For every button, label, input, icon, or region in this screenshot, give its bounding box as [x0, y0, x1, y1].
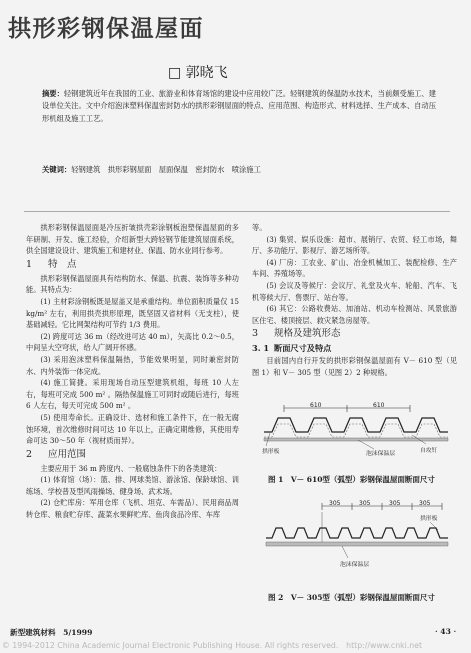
left-column	[26, 222, 239, 521]
figure-label: 泡沫保温层	[366, 451, 395, 457]
section-title: 规格及建筑形态	[274, 328, 341, 340]
section-title: 断面尺寸及特点	[274, 343, 332, 354]
figure-label: 泡沫保温层	[340, 562, 369, 568]
page-number: · 43 ·	[435, 627, 457, 636]
paragraph: 等。	[252, 223, 267, 232]
section-number: 3. 1	[252, 343, 270, 354]
figure-2-caption: 图 2 V－ 305型（弧型）彩钢保温屋面断面尺寸	[268, 593, 435, 602]
list-item: (3) 采用泡沫塑料保温隔热，节能效果明显，同时兼密封防水、内外装饰一体完成。	[26, 354, 239, 376]
figure-label: 拱形板	[262, 449, 280, 455]
section-1-heading	[26, 258, 239, 272]
figure-2-diagram	[262, 500, 452, 584]
list-item: (5) 使用寿命长。正确设计、选材和施工条件下，在一般无腐蚀环境，首次维修时间可达 10 年以上，正确定期维修，其使用寿命可达 30～50 年（视材质而异）。	[26, 412, 239, 446]
keywords-label: 关键词：	[42, 165, 72, 174]
intro-paragraph: 拱形彩钢保温屋面是冷压折皱拱壳彩涂钢板泡塑保温屋面的多年研制、开发、施工经验，介绍新型大跨轻钢节能建筑屋面系统，供全国建设设计、建筑施工和建材业、保温、防水业同行参考。	[26, 223, 239, 256]
list-item: (6) 其它：公路收费站、加油站、机动车检测站、风景旅游区住宅、楼顶接层、救灾紧急房屋等。	[252, 304, 457, 325]
list-item: (1) 体育馆（场）：篮、排、网球类馆、游泳馆、保龄球馆、训练场、学校普及型风雨操场、健身场、武术场。	[26, 475, 239, 496]
dimension-label: 305	[389, 500, 401, 507]
section-title: 特 点	[48, 258, 77, 270]
list-item: (2) 跨度可达 36 m（经改进可达 40 m），矢高比 0.2～0.5，中间呈大空穹状，给人广阔开怀感。	[26, 331, 239, 353]
subsection-3-1-heading	[252, 342, 457, 354]
dimension-label: 305	[419, 500, 431, 507]
author: □ 郭晓飞	[168, 65, 228, 81]
watermark: © 1994-2012 China Academic Journal Electronic Publishing House. All rights reserved. http://www.cnki.net	[2, 641, 423, 650]
list-item: (3) 集贸、娱乐设施：超市、展销厅、农贸、轻工市场，舞厅、多功能厅、影视厅、游艺场所等。	[252, 234, 457, 256]
section-number: 2	[26, 448, 33, 460]
section-3-heading	[252, 327, 457, 341]
keywords-text: 轻钢建筑 拱形彩钢屋面 屋面保温 密封防水 喷涂施工	[71, 165, 261, 174]
abstract-text: 轻钢建筑近年在我国的工业、旅游业和体育场馆的建设中应用较广泛。轻钢建筑的保温防水技术，当前颇受施工、建设单位关注。文中介绍泡沫塑料保温密封防水的拱形彩钢屋面的特点、应用范围、构造形式、材料选择、生产成本、自动压形机组及施工工艺。	[42, 89, 437, 123]
section-number: 3	[252, 328, 259, 340]
list-item: (4) 厂房：工农业、矿山、冶金机械加工、装配检修、生产车间、养殖场等。	[252, 257, 457, 279]
list-item: (1) 主材彩涂钢板既是屋盖又是承重结构。单位面积质量仅 15 kg/m² 左右，利用拱壳拱形原理，既坚固又省材料（无支柱），使基础减轻。它比网架结构可节约 1/3 费用。	[26, 296, 239, 330]
figure-label: 拱形板	[420, 516, 438, 522]
separator-rule	[24, 211, 450, 212]
dimension-label: 305	[329, 500, 341, 507]
dimension-label: 305	[359, 500, 371, 507]
figure-1-diagram	[262, 402, 452, 464]
dimension-label: 610	[310, 402, 322, 409]
journal-footer: 新型建筑材料 5/1999	[10, 628, 93, 637]
section-2-heading	[26, 448, 239, 462]
page-title: 拱形彩钢保温屋面	[8, 15, 204, 42]
right-column	[252, 222, 457, 379]
abstract	[42, 88, 440, 125]
figure-label: 自攻钉	[420, 448, 438, 454]
paragraph: 拱形彩钢保温屋面具有结构防水、保温、抗震、装饰等多种功能。其特点为：	[26, 273, 239, 295]
abstract-label: 摘要：	[42, 89, 64, 98]
keywords	[42, 164, 440, 176]
paragraph: 主要应用于 36 m 跨度内、一般腐蚀条件下的各类建筑：	[40, 463, 222, 473]
dimension-label: 610	[373, 402, 385, 409]
section-title: 应用范围	[48, 448, 87, 460]
paragraph: 目前国内自行开发的拱形彩钢保温屋面有 V－ 610 型（见图 1）和 V－ 305 型（见图 2）2 种规格。	[252, 356, 457, 377]
list-item: (4) 施工简捷。采用现场自动压型建筑机组，每班 10 人左右，每班可完成 500 m² 。隔热保温施工可同时或随后进行，每班 6 人左右，每天可完成 500 m² 。	[26, 378, 239, 411]
figure-1-caption: 图 1 V－ 610型（弧型）彩钢保温屋面断面尺寸	[268, 475, 435, 484]
section-number: 1	[26, 258, 33, 270]
list-item: (2) 仓贮库房：军用仓库（飞机、坦克、车需品）、民用商品周转仓库、粮食贮存库、蔬菜水果鲜贮库、鱼肉食品冷库、车库	[26, 498, 239, 520]
list-item: (5) 会议及等候厅：会议厅、礼堂及火车、轮船、汽车、飞机等候大厅、售票厅、站台等。	[252, 280, 457, 302]
